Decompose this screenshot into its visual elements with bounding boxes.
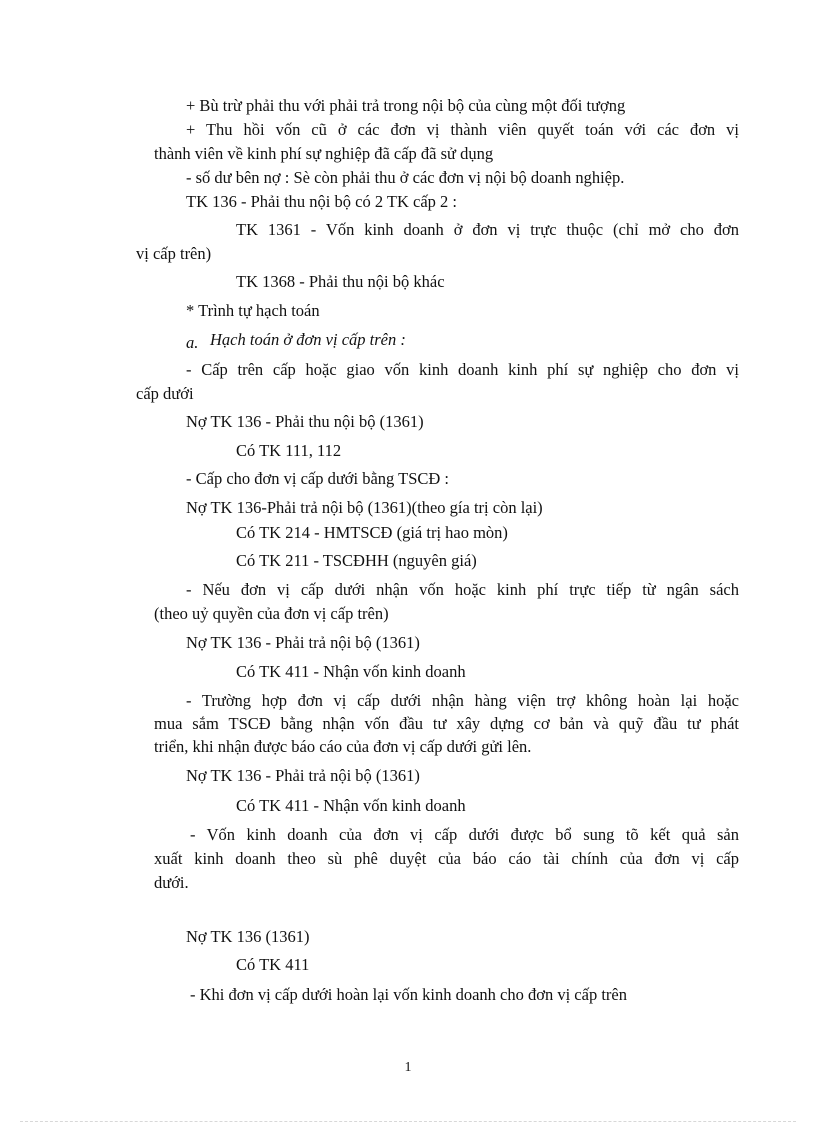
text-line: Nợ TK 136-Phải trả nội bộ (1361)(theo gía trị còn lại): [186, 498, 543, 517]
text-line: (theo uỷ quyền của đơn vị cấp trên): [154, 604, 389, 623]
text-line: TK 1361 - Vốn kinh doanh ở đơn vị trực thuộc (chỉ mở cho đơn: [236, 220, 739, 239]
text-line: mua sắm TSCĐ bằng nhận vốn đầu tư xây dựng cơ bản và quỹ đầu tư phát: [154, 714, 739, 733]
text-line: - Khi đơn vị cấp dưới hoàn lại vốn kinh doanh cho đơn vị cấp trên: [190, 985, 627, 1004]
text-line: Có TK 411 - Nhận vốn kinh doanh: [236, 662, 466, 681]
text-line: cấp dưới: [136, 384, 194, 403]
text-line: * Trình tự hạch toán: [186, 301, 320, 320]
section-heading: Hạch toán ở đơn vị cấp trên :: [210, 330, 406, 349]
text-line: triển, khi nhận được báo cáo của đơn vị cấp dưới gửi lên.: [154, 737, 532, 756]
text-line: vị cấp trên): [136, 244, 212, 263]
text-line: - số dư bên nợ : Sè còn phải thu ở các đơn vị nội bộ doanh nghiệp.: [186, 168, 625, 187]
text-line: Nợ TK 136 - Phải trả nội bộ (1361): [186, 633, 420, 652]
section-marker: a.: [186, 333, 199, 352]
text-line: - Cấp cho đơn vị cấp dưới bằng TSCĐ :: [186, 469, 450, 488]
text-line: - Cấp trên cấp hoặc giao vốn kinh doanh kinh phí sự nghiệp cho đơn vị: [186, 360, 739, 379]
text-line: Có TK 111, 112: [236, 441, 342, 460]
text-line: - Vốn kinh doanh của đơn vị cấp dưới được bổ sung tõ kết quả sản: [190, 825, 739, 844]
text-line: + Bù trừ phải thu với phải trả trong nội bộ của cùng một đối tượng: [186, 96, 626, 115]
page-number: 1: [404, 1060, 412, 1075]
text-line: Nợ TK 136 - Phải thu nội bộ (1361): [186, 412, 424, 431]
text-line: Có TK 411 - Nhận vốn kinh doanh: [236, 796, 466, 815]
text-line: TK 136 - Phải thu nội bộ có 2 TK cấp 2 :: [186, 192, 457, 211]
text-line: + Thu hồi vốn cũ ở các đơn vị thành viên quyết toán với các đơn vị: [186, 120, 739, 139]
text-line: - Nếu đơn vị cấp dưới nhận vốn hoặc kinh phí trực tiếp từ ngân sách: [186, 580, 739, 599]
text-line: thành viên về kinh phí sự nghiệp đã cấp đã sử dụng: [154, 144, 494, 163]
text-line: - Trường hợp đơn vị cấp dưới nhận hàng viện trợ không hoàn lại hoặc: [186, 691, 739, 710]
text-line: Nợ TK 136 - Phải trả nội bộ (1361): [186, 766, 420, 785]
text-line: Có TK 411: [236, 955, 310, 974]
text-line: xuất kinh doanh theo sù phê duyệt của báo cáo tài chính của đơn vị cấp: [154, 849, 739, 868]
text-line: Có TK 211 - TSCĐHH (nguyên giá): [236, 551, 477, 570]
text-line: TK 1368 - Phải thu nội bộ khác: [236, 272, 445, 291]
text-line: Nợ TK 136 (1361): [186, 927, 310, 946]
text-line: dưới.: [154, 873, 189, 892]
text-line: Có TK 214 - HMTSCĐ (giá trị hao mòn): [236, 523, 508, 542]
page-bottom-divider: [20, 1121, 796, 1122]
